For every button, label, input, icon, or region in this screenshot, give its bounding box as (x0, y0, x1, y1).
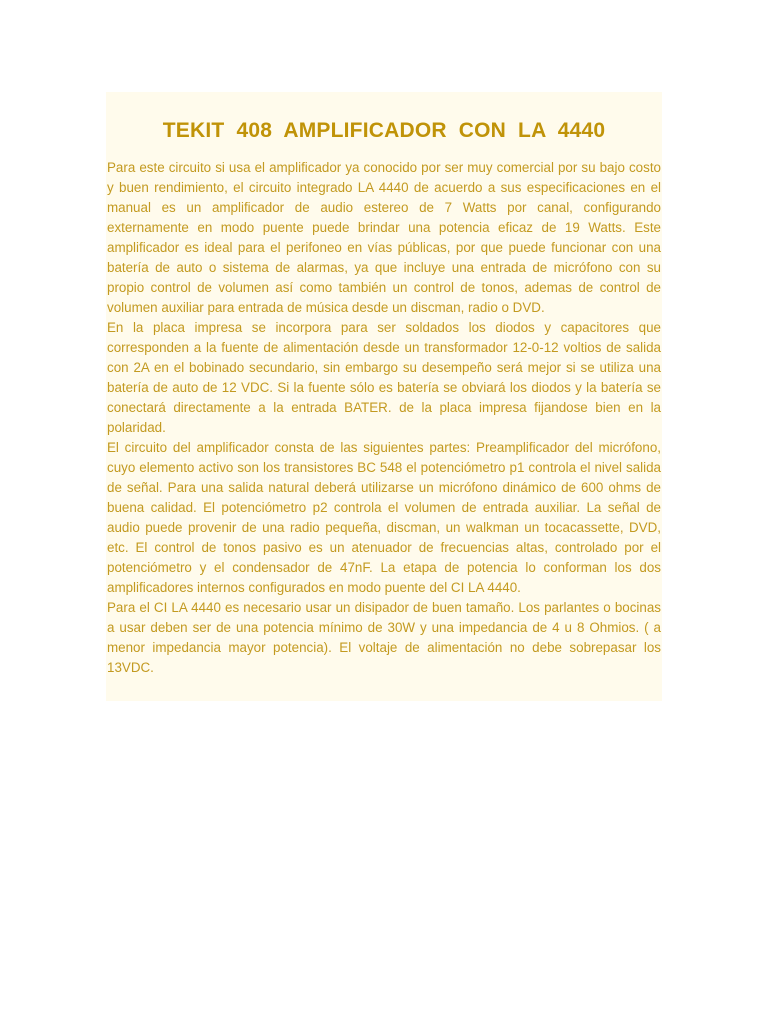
document-panel (106, 92, 662, 701)
paragraph-heatsink-speakers: Para el CI LA 4440 es necesario usar un disipador de buen tamaño. Los parlantes o bocinas a usar deben ser de una potencia mínimo de 30W y una impedancia de 4 u 8 Ohmios. ( a menor impedancia mayor potencia). El voltaje de alimentación no debe sobrepasar los 13VDC. (107, 600, 661, 675)
paragraph-intro: Para este circuito si usa el amplificador ya conocido por ser muy comercial por su bajo costo y buen rendimiento, el circuito integrado LA 4440 de acuerdo a sus especificaciones en el manual es un amplificador de audio estereo de 7 Watts por canal, configurando externamente en modo puente puede brindar una potencia eficaz de 19 Watts. Este amplificador es ideal para el perifoneo en vías públicas, por que puede funcionar con una batería de auto o sistema de alarmas, ya que incluye una entrada de micrófono con su propio control de volumen así como también un control de tonos, ademas de control de volumen auxiliar para entrada de música desde un discman, radio o DVD. (107, 160, 661, 315)
paragraph-power-supply: En la placa impresa se incorpora para ser soldados los diodos y capacitores que corresponden a la fuente de alimentación desde un transformador 12-0-12 voltios de salida con 2A en el bobinado secundario, sin embargo su desempeño será mejor si se utiliza una batería de auto de 12 VDC. Si la fuente sólo es batería se obviará los diodos y la batería se conectará directamente a la entrada BATER. de la placa impresa fijandose bien en la polaridad. (107, 320, 661, 435)
paragraph-circuit-description: El circuito del amplificador consta de las siguientes partes: Preamplificador del micrófono, cuyo elemento activo son los transistores BC 548 el potenciómetro p1 controla el nivel salida de señal. Para una salida natural deberá utilizarse un micrófono dinámico de 600 ohms de buena calidad. El potenciómetro p2 controla el volumen de entrada auxiliar. La señal de audio puede provenir de una radio pequeña, discman, un walkman un tocacassette, DVD, etc. El control de tonos pasivo es un atenuador de frecuencias altas, controlado por el potenciómetro y el condensador de 47nF. La etapa de potencia lo conforman los dos amplificadores internos configurados en modo puente del CI LA 4440. (107, 440, 661, 595)
document-body (107, 158, 661, 678)
document-title: TEKIT 408 AMPLIFICADOR CON LA 4440 (162, 119, 606, 142)
